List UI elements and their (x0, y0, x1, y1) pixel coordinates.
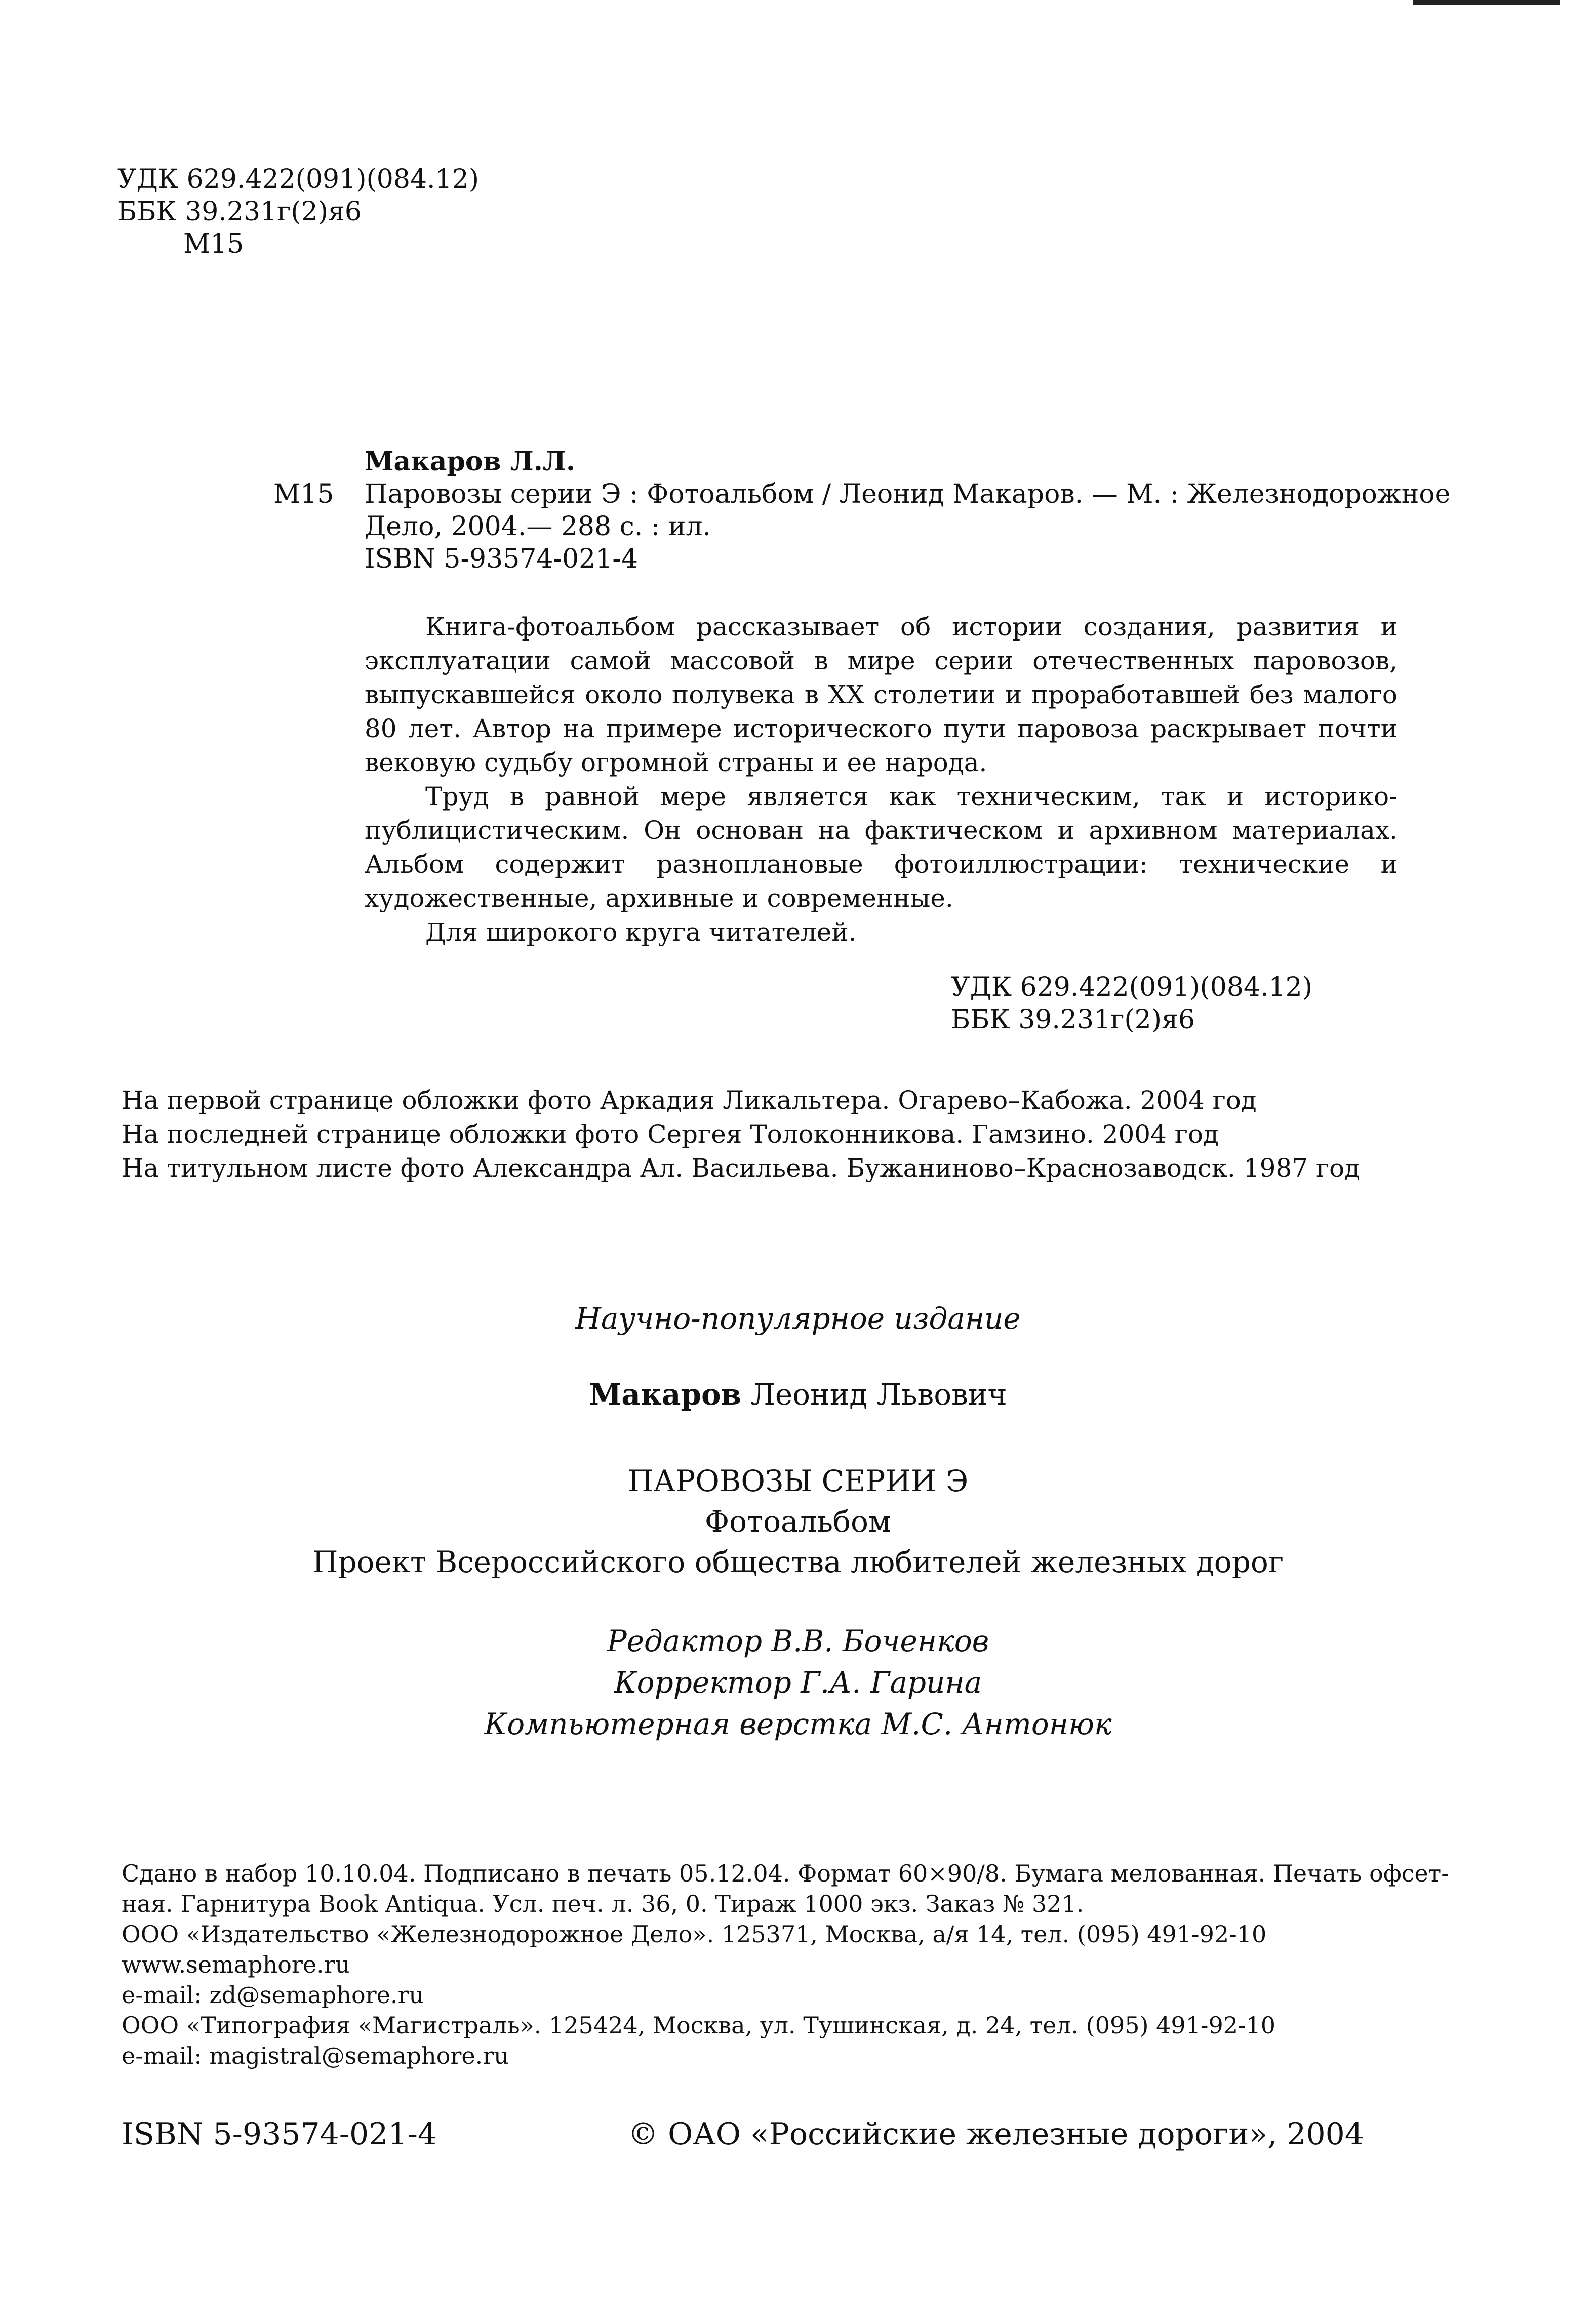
abstract-paragraph: Для широкого круга читателей. (425, 917, 857, 947)
photo-credits (122, 1084, 1360, 1185)
abstract (365, 610, 1398, 949)
bbk-code: ББК 39.231г(2)я6 (117, 196, 362, 227)
author-full-name (0, 1377, 1596, 1412)
udk-code: УДК 629.422(091)(084.12) (951, 972, 1313, 1003)
author-mark: М15 (183, 229, 244, 259)
imprint-line: e-mail: magistral@semaphore.ru (122, 2042, 509, 2069)
catalog-card (273, 446, 1451, 575)
photo-credit: На последней странице обложки фото Сергея Толоконникова. Гамзино. 2004 год (122, 1119, 1219, 1149)
abstract-paragraph: Книга-фотоальбом рассказывает об истории создания, развития и эксплуатации самой массовой в мире серии отечественных паровозов, выпускавшейся около полувека в XX столетии и проработавшей без малого 80 лет. Автор на примере исторического пути паровоза раскрывает почти вековую судьбу огромной страны и ее народа. (365, 612, 1398, 777)
bbk-code: ББК 39.231г(2)я6 (951, 1005, 1195, 1035)
classification-repeat (951, 971, 1312, 1036)
imprint-line: www.semaphore.ru (122, 1951, 350, 1978)
project-line: Проект Всероссийского общества любителей железных дорог (312, 1545, 1284, 1579)
top-rule (1413, 0, 1560, 5)
imprint-line: e-mail: zd@semaphore.ru (122, 1981, 424, 2009)
imprint (122, 1858, 1449, 2071)
catalog-line: Паровозы серии Э : Фотоальбом / Леонид Макаров. — М. : Железнодорожное (365, 479, 1451, 509)
author-surname: Макаров (589, 1377, 742, 1412)
edition-type: Научно-популярное издание (575, 1301, 1021, 1336)
title-block (0, 1461, 1596, 1582)
imprint-line: Сдано в набор 10.10.04. Подписано в печать 05.12.04. Формат 60×90/8. Бумага мелованная. Печать офсет- (122, 1860, 1449, 1887)
abstract-paragraph: Труд в равной мере является как техническим, так и историко-публицистическим. Он основан на фактическом и архивном материалах. Альбом содержит разноплановые фотоиллюстрации: технические и художественные, архивные и современные. (365, 782, 1398, 913)
classification-block (117, 163, 479, 260)
photo-credit: На первой странице обложки фото Аркадия Ликальтера. Огарево–Кабожа. 2004 год (122, 1086, 1257, 1115)
catalog-isbn: ISBN 5-93574-021-4 (365, 544, 638, 574)
imprint-line: ООО «Типография «Магистраль». 125424, Москва, ул. Тушинская, д. 24, тел. (095) 491-92-10 (122, 2012, 1276, 2039)
photo-credit: На титульном листе фото Александра Ал. Васильева. Бужаниново–Краснозаводск. 1987 год (122, 1153, 1361, 1183)
proofreader: Корректор Г.А. Гарина (614, 1665, 982, 1700)
udk-code: УДК 629.422(091)(084.12) (117, 164, 480, 194)
catalog-mark: М15 (273, 479, 334, 509)
copyright: © ОАО «Российские железные дороги», 2004 (628, 2116, 1364, 2152)
catalog-line: Дело, 2004.— 288 с. : ил. (365, 511, 711, 542)
book-subtitle: Фотоальбом (704, 1504, 892, 1539)
imprint-line: ООО «Издательство «Железнодорожное Дело». 125371, Москва, а/я 14, тел. (095) 491-92-10 (122, 1920, 1267, 1948)
editor: Редактор В.В. Боченков (607, 1624, 989, 1658)
catalog-author: Макаров Л.Л. (365, 446, 575, 477)
book-title: ПАРОВОЗЫ СЕРИИ Э (627, 1464, 969, 1498)
imprint-line: ная. Гарнитура Book Antiqua. Усл. печ. л. 36, 0. Тираж 1000 экз. Заказ № 321. (122, 1890, 1084, 1917)
staff-credits (0, 1620, 1596, 1745)
footer-isbn: ISBN 5-93574-021-4 (122, 2116, 437, 2152)
layout-designer: Компьютерная верстка М.С. Антонюк (484, 1707, 1112, 1741)
author-given-names: Леонид Львович (741, 1377, 1007, 1412)
